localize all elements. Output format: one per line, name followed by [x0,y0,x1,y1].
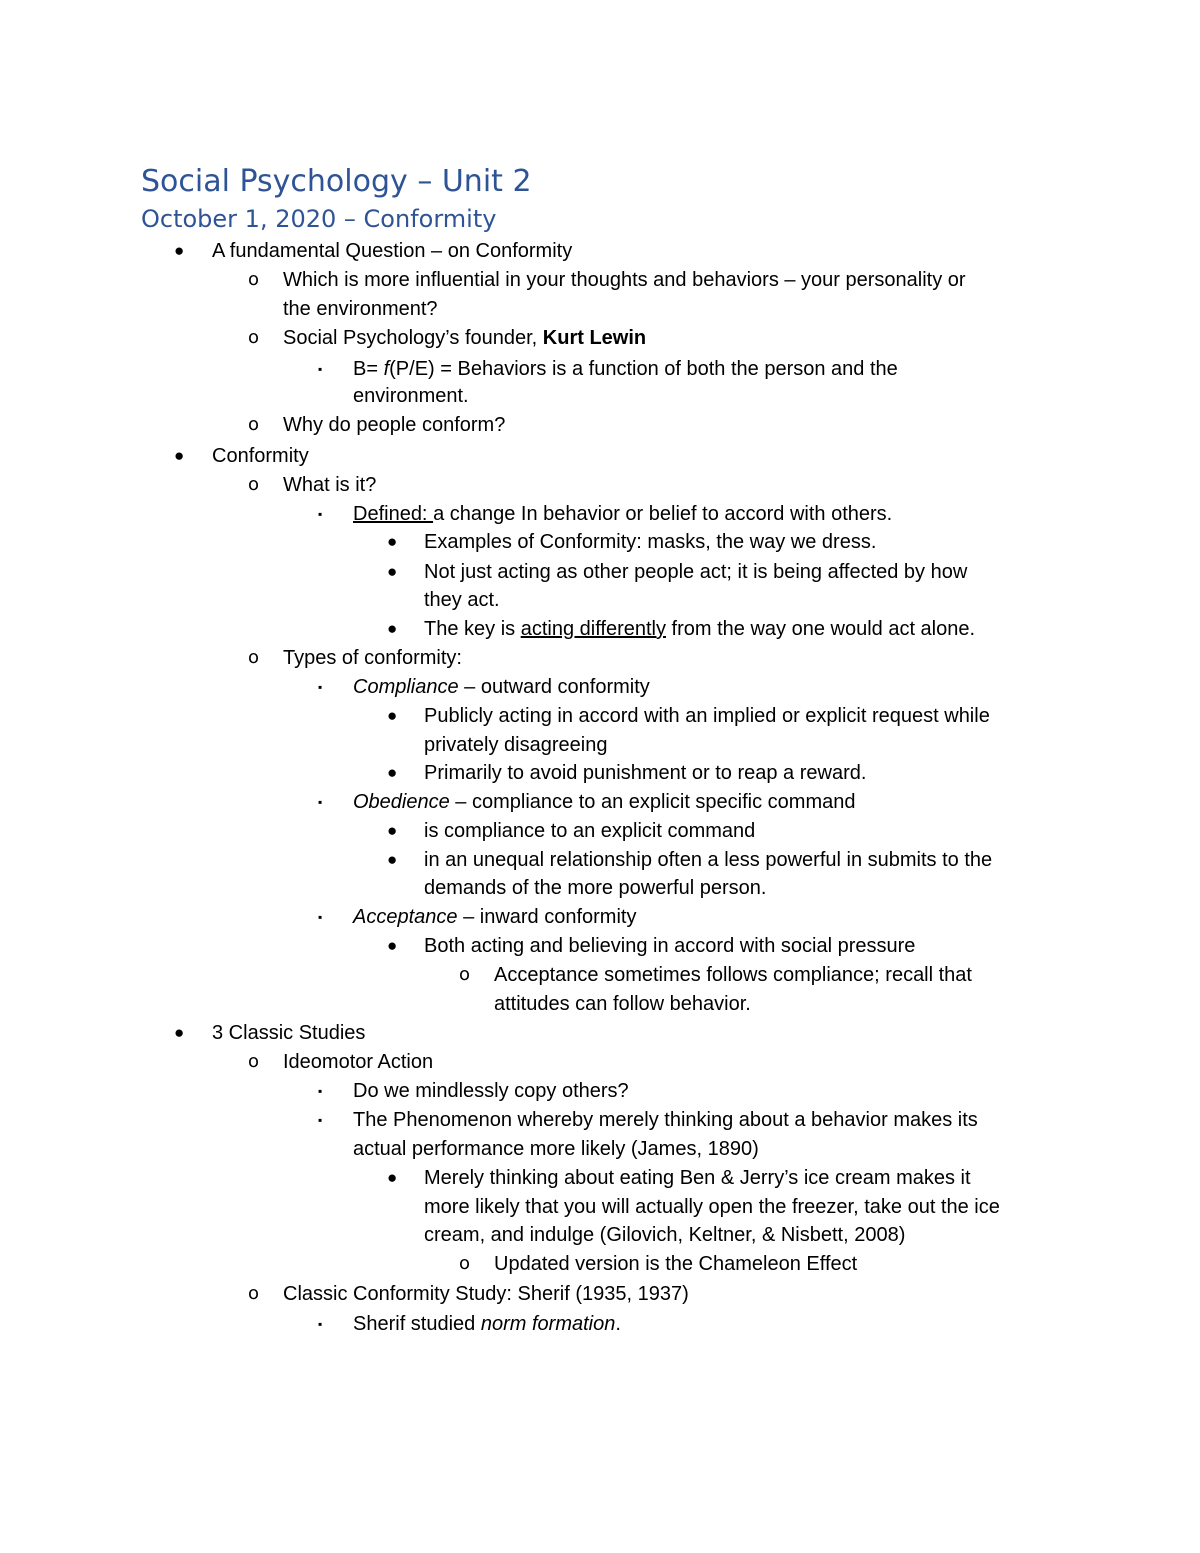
outline-item-continued: they act. [424,589,500,611]
founder-name: Kurt Lewin [542,327,647,349]
outline-item [353,501,892,527]
outline-item: Ideomotor Action [283,1051,434,1073]
bullet-disc: ● [174,241,185,260]
bullet-disc: ● [387,619,398,638]
outline-item: Which is more influential in your thoughts and behaviors – your personality or [283,269,966,291]
outline-item: Primarily to avoid punishment or to reap a reward. [424,762,867,784]
text-segment: – outward conformity [458,676,650,698]
outline-item: Publicly acting in accord with an implied or explicit request while [424,705,990,727]
outline-item: What is it? [283,474,377,496]
outline-item: Merely thinking about eating Ben & Jerry’s ice cream makes it [424,1167,971,1189]
outline-item-continued: demands of the more powerful person. [424,877,767,899]
bullet-disc: ● [387,532,398,551]
outline-item: 3 Classic Studies [212,1022,366,1044]
text-segment: a change In behavior or belief to accord with others. [433,503,893,525]
term-norm-formation: norm formation [480,1313,616,1335]
outline-item: Why do people conform? [283,414,506,436]
outline-item [353,356,898,382]
text-segment: The key is [424,618,521,640]
bullet-circle: o [459,1253,471,1274]
bullet-square: ▪ [318,910,323,924]
text-segment: (P/E) = Behaviors is a function of both the person and the [389,358,898,380]
term-compliance: Compliance [353,676,459,698]
outline-item: Both acting and believing in accord with social pressure [424,935,916,957]
outline-item: Do we mindlessly copy others? [353,1080,629,1102]
term-obedience: Obedience [353,791,450,813]
outline-item-continued: environment. [353,385,469,407]
bullet-square: ▪ [318,1317,323,1331]
text-segment: Social Psychology’s founder, [283,327,543,349]
underlined-phrase: acting differently [520,618,666,640]
bullet-square: ▪ [318,1084,323,1098]
outline-item [353,674,650,700]
outline-item: Not just acting as other people act; it is being affected by how [424,561,968,583]
document-title: Social Psychology – Unit 2 [141,164,532,199]
bullet-square: ▪ [318,507,323,521]
outline-item: Examples of Conformity: masks, the way we dress. [424,531,877,553]
text-segment: . [615,1313,621,1335]
bullet-disc: ● [387,1168,398,1187]
outline-item-continued: the environment? [283,298,438,320]
outline-item [424,616,975,642]
outline-item: The Phenomenon whereby merely thinking about a behavior makes its [353,1109,978,1131]
outline-item: Conformity [212,445,309,467]
bullet-disc: ● [387,562,398,581]
document-subtitle: October 1, 2020 – Conformity [141,205,497,233]
function-symbol: f [383,358,390,380]
bullet-circle: o [248,414,260,435]
bullet-disc: ● [387,763,398,782]
bullet-disc: ● [387,936,398,955]
bullet-circle: o [248,647,260,668]
outline-item: Classic Conformity Study: Sherif (1935, 1937) [283,1283,689,1305]
outline-item [353,904,636,930]
outline-item: A fundamental Question – on Conformity [212,240,573,262]
outline-item-continued: actual performance more likely (James, 1890) [353,1138,759,1160]
bullet-disc: ● [387,850,398,869]
outline-item: Acceptance sometimes follows compliance; recall that [494,964,972,986]
outline-item: is compliance to an explicit command [424,820,756,842]
bullet-disc: ● [387,706,398,725]
outline-item: Updated version is the Chameleon Effect [494,1253,858,1275]
outline-item-continued: cream, and indulge (Gilovich, Keltner, & Nisbett, 2008) [424,1224,906,1246]
text-segment: B= [353,358,384,380]
bullet-disc: ● [387,821,398,840]
bullet-circle: o [248,327,260,348]
bullet-circle: o [248,474,260,495]
outline-item [283,325,646,351]
outline-item-continued: privately disagreeing [424,734,608,756]
outline-item [353,789,856,815]
bullet-square: ▪ [318,362,323,376]
outline-item-continued: more likely that you will actually open the freezer, take out the ice [424,1196,1000,1218]
defined-label: Defined: [353,503,434,525]
text-segment: from the way one would act alone. [665,618,976,640]
outline-item: in an unequal relationship often a less powerful in submits to the [424,849,993,871]
bullet-square: ▪ [318,1113,323,1127]
bullet-square: ▪ [318,795,323,809]
outline-item [353,1311,621,1337]
term-acceptance: Acceptance [353,906,458,928]
bullet-square: ▪ [318,680,323,694]
bullet-circle: o [248,1051,260,1072]
bullet-disc: ● [174,446,185,465]
bullet-circle: o [248,1283,260,1304]
bullet-circle: o [459,964,471,985]
text-segment: Sherif studied [353,1313,481,1335]
bullet-circle: o [248,269,260,290]
bullet-disc: ● [174,1023,185,1042]
outline-item: Types of conformity: [283,647,462,669]
text-segment: – compliance to an explicit specific command [449,791,856,813]
text-segment: – inward conformity [457,906,637,928]
outline-item-continued: attitudes can follow behavior. [494,993,751,1015]
